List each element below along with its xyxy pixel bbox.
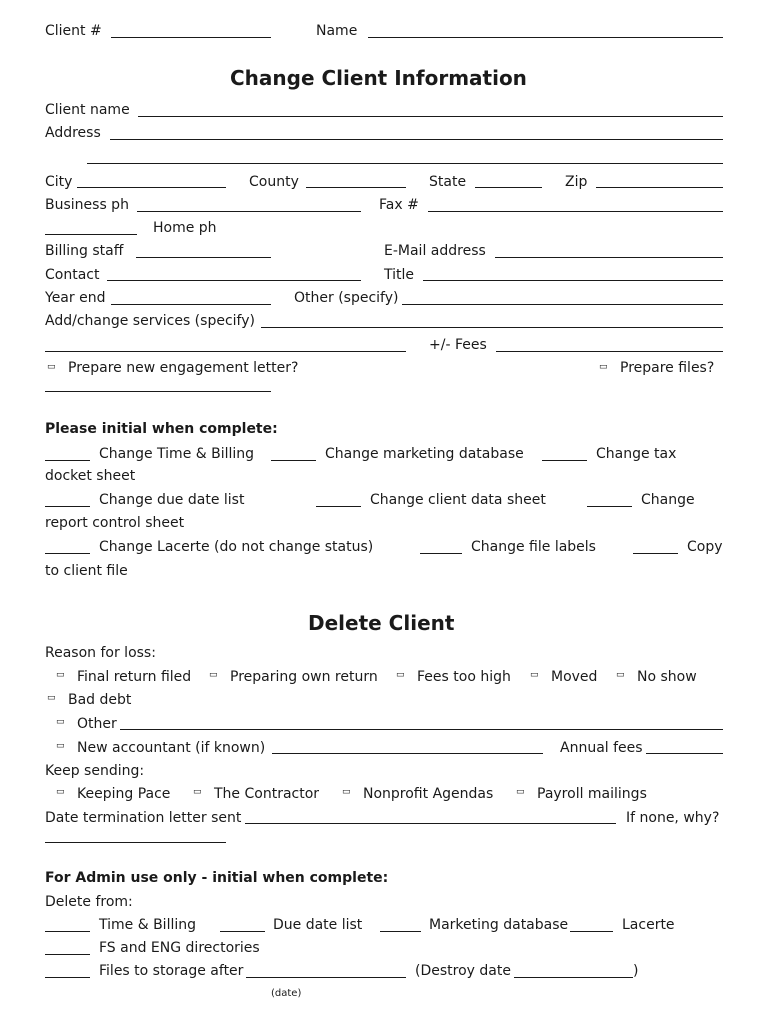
other-specify-field[interactable]: [402, 304, 723, 305]
delete-from-label: Delete from:: [45, 894, 133, 910]
other-reason-checkbox[interactable]: ▭: [56, 717, 65, 727]
engagement-letter-checkbox[interactable]: ▭: [47, 362, 56, 372]
initial-client-data-field[interactable]: [316, 506, 361, 507]
task-copy: Copy: [687, 539, 723, 555]
task-copy-cont: to client file: [45, 563, 128, 579]
task-lacerte: Change Lacerte (do not change status): [99, 539, 374, 555]
other-specify-label: Other (specify): [294, 290, 399, 306]
reason-for-loss-label: Reason for loss:: [45, 645, 156, 661]
client-number-field[interactable]: [111, 37, 271, 38]
delete-client-title: Delete Client: [308, 611, 455, 635]
admin-heading: For Admin use only - initial when complete:: [45, 870, 389, 886]
task-time-billing: Change Time & Billing: [99, 446, 255, 462]
if-none-why-label: If none, why?: [626, 810, 720, 826]
address-field-line2[interactable]: [87, 163, 723, 164]
new-accountant-label: New accountant (if known): [77, 740, 266, 756]
fees-label: +/- Fees: [429, 337, 487, 353]
email-label: E-Mail address: [384, 243, 486, 259]
admin-marketing: Marketing database: [429, 917, 569, 933]
task-report-control: Change: [641, 492, 695, 508]
prepare-files-label: Prepare files?: [620, 360, 715, 376]
preparing-own-label: Preparing own return: [230, 669, 378, 685]
task-marketing: Change marketing database: [325, 446, 524, 462]
moved-label: Moved: [551, 669, 598, 685]
admin-lacerte: Lacerte: [622, 917, 675, 933]
client-number-label: Client #: [45, 23, 102, 39]
admin-fs-eng: FS and ENG directories: [99, 940, 260, 956]
city-field[interactable]: [77, 187, 226, 188]
payroll-checkbox[interactable]: ▭: [516, 787, 525, 797]
contact-field[interactable]: [107, 280, 361, 281]
business-phone-field[interactable]: [137, 211, 361, 212]
title-field[interactable]: [423, 280, 723, 281]
billing-staff-label: Billing staff: [45, 243, 124, 259]
prepare-files-checkbox[interactable]: ▭: [599, 362, 608, 372]
admin-due-date-field[interactable]: [220, 931, 265, 932]
zip-field[interactable]: [596, 187, 723, 188]
preparing-own-checkbox[interactable]: ▭: [209, 670, 218, 680]
county-field[interactable]: [306, 187, 406, 188]
keep-sending-label: Keep sending:: [45, 763, 145, 779]
initial-tax-docket-field[interactable]: [542, 460, 587, 461]
admin-lacerte-field[interactable]: [570, 931, 613, 932]
fees-too-high-label: Fees too high: [417, 669, 511, 685]
home-phone-field[interactable]: [45, 234, 137, 235]
no-show-checkbox[interactable]: ▭: [616, 670, 625, 680]
initial-heading: Please initial when complete:: [45, 421, 278, 437]
date-note: (date): [271, 988, 302, 999]
moved-checkbox[interactable]: ▭: [530, 670, 539, 680]
home-phone-label: Home ph: [153, 220, 217, 236]
final-return-checkbox[interactable]: ▭: [56, 670, 65, 680]
termination-letter-label: Date termination letter sent: [45, 810, 242, 826]
initial-file-labels-field[interactable]: [420, 553, 462, 554]
admin-due-date: Due date list: [273, 917, 363, 933]
initial-time-billing-field[interactable]: [45, 460, 90, 461]
new-accountant-checkbox[interactable]: ▭: [56, 741, 65, 751]
bad-debt-checkbox[interactable]: ▭: [47, 693, 56, 703]
state-field[interactable]: [475, 187, 542, 188]
initial-copy-field[interactable]: [633, 553, 678, 554]
admin-files-storage-initial-field[interactable]: [45, 977, 90, 978]
change-client-title: Change Client Information: [230, 66, 527, 90]
client-name-label: Client name: [45, 102, 130, 118]
admin-files-storage: Files to storage after: [99, 963, 244, 979]
keeping-pace-checkbox[interactable]: ▭: [56, 787, 65, 797]
destroy-date-close: ): [633, 963, 639, 979]
fax-label: Fax #: [379, 197, 419, 213]
city-label: City: [45, 174, 73, 190]
county-label: County: [249, 174, 299, 190]
annual-fees-label: Annual fees: [560, 740, 643, 756]
if-none-why-field[interactable]: [45, 842, 226, 843]
add-change-services-label: Add/change services (specify): [45, 313, 255, 329]
other-reason-label: Other: [77, 716, 117, 732]
bad-debt-label: Bad debt: [68, 692, 132, 708]
year-end-field[interactable]: [111, 304, 271, 305]
contact-label: Contact: [45, 267, 100, 283]
fees-field[interactable]: [496, 351, 723, 352]
destroy-date-field[interactable]: [514, 977, 633, 978]
initial-due-date-field[interactable]: [45, 506, 90, 507]
billing-staff-field[interactable]: [136, 257, 271, 258]
the-contractor-checkbox[interactable]: ▭: [193, 787, 202, 797]
new-accountant-field[interactable]: [272, 753, 543, 754]
initial-lacerte-field[interactable]: [45, 553, 90, 554]
services-field-line2[interactable]: [45, 351, 406, 352]
payroll-label: Payroll mailings: [537, 786, 647, 802]
no-show-label: No show: [637, 669, 697, 685]
business-phone-label: Business ph: [45, 197, 129, 213]
name-label: Name: [316, 23, 358, 39]
engagement-letter-label: Prepare new engagement letter?: [68, 360, 299, 376]
nonprofit-label: Nonprofit Agendas: [363, 786, 494, 802]
add-change-services-field[interactable]: [261, 327, 723, 328]
year-end-label: Year end: [45, 290, 106, 306]
initial-marketing-field[interactable]: [271, 460, 316, 461]
state-label: State: [429, 174, 467, 190]
zip-label: Zip: [565, 174, 588, 190]
task-report-control-cont: report control sheet: [45, 515, 185, 531]
other-reason-field[interactable]: [120, 729, 723, 730]
title-label: Title: [384, 267, 415, 283]
annual-fees-field[interactable]: [646, 753, 723, 754]
admin-time-billing: Time & Billing: [99, 917, 197, 933]
email-field[interactable]: [495, 257, 723, 258]
admin-time-billing-field[interactable]: [45, 931, 90, 932]
admin-fs-eng-field[interactable]: [45, 954, 90, 955]
task-tax-docket: Change tax: [596, 446, 677, 462]
engagement-notes-field[interactable]: [45, 391, 271, 392]
initial-report-control-field[interactable]: [587, 506, 632, 507]
fees-too-high-checkbox[interactable]: ▭: [396, 670, 405, 680]
storage-date-field[interactable]: [246, 977, 406, 978]
task-client-data: Change client data sheet: [370, 492, 546, 508]
task-file-labels: Change file labels: [471, 539, 596, 555]
the-contractor-label: The Contractor: [214, 786, 320, 802]
address-label: Address: [45, 125, 101, 141]
termination-date-field[interactable]: [245, 823, 616, 824]
client-name-field[interactable]: [138, 116, 723, 117]
name-field[interactable]: [368, 37, 723, 38]
destroy-date-label: (Destroy date: [415, 963, 511, 979]
admin-marketing-field[interactable]: [380, 931, 421, 932]
final-return-label: Final return filed: [77, 669, 192, 685]
task-due-date: Change due date list: [99, 492, 245, 508]
fax-field[interactable]: [428, 211, 723, 212]
task-tax-docket-cont: docket sheet: [45, 468, 136, 484]
address-field-line1[interactable]: [110, 139, 723, 140]
nonprofit-checkbox[interactable]: ▭: [342, 787, 351, 797]
keeping-pace-label: Keeping Pace: [77, 786, 171, 802]
